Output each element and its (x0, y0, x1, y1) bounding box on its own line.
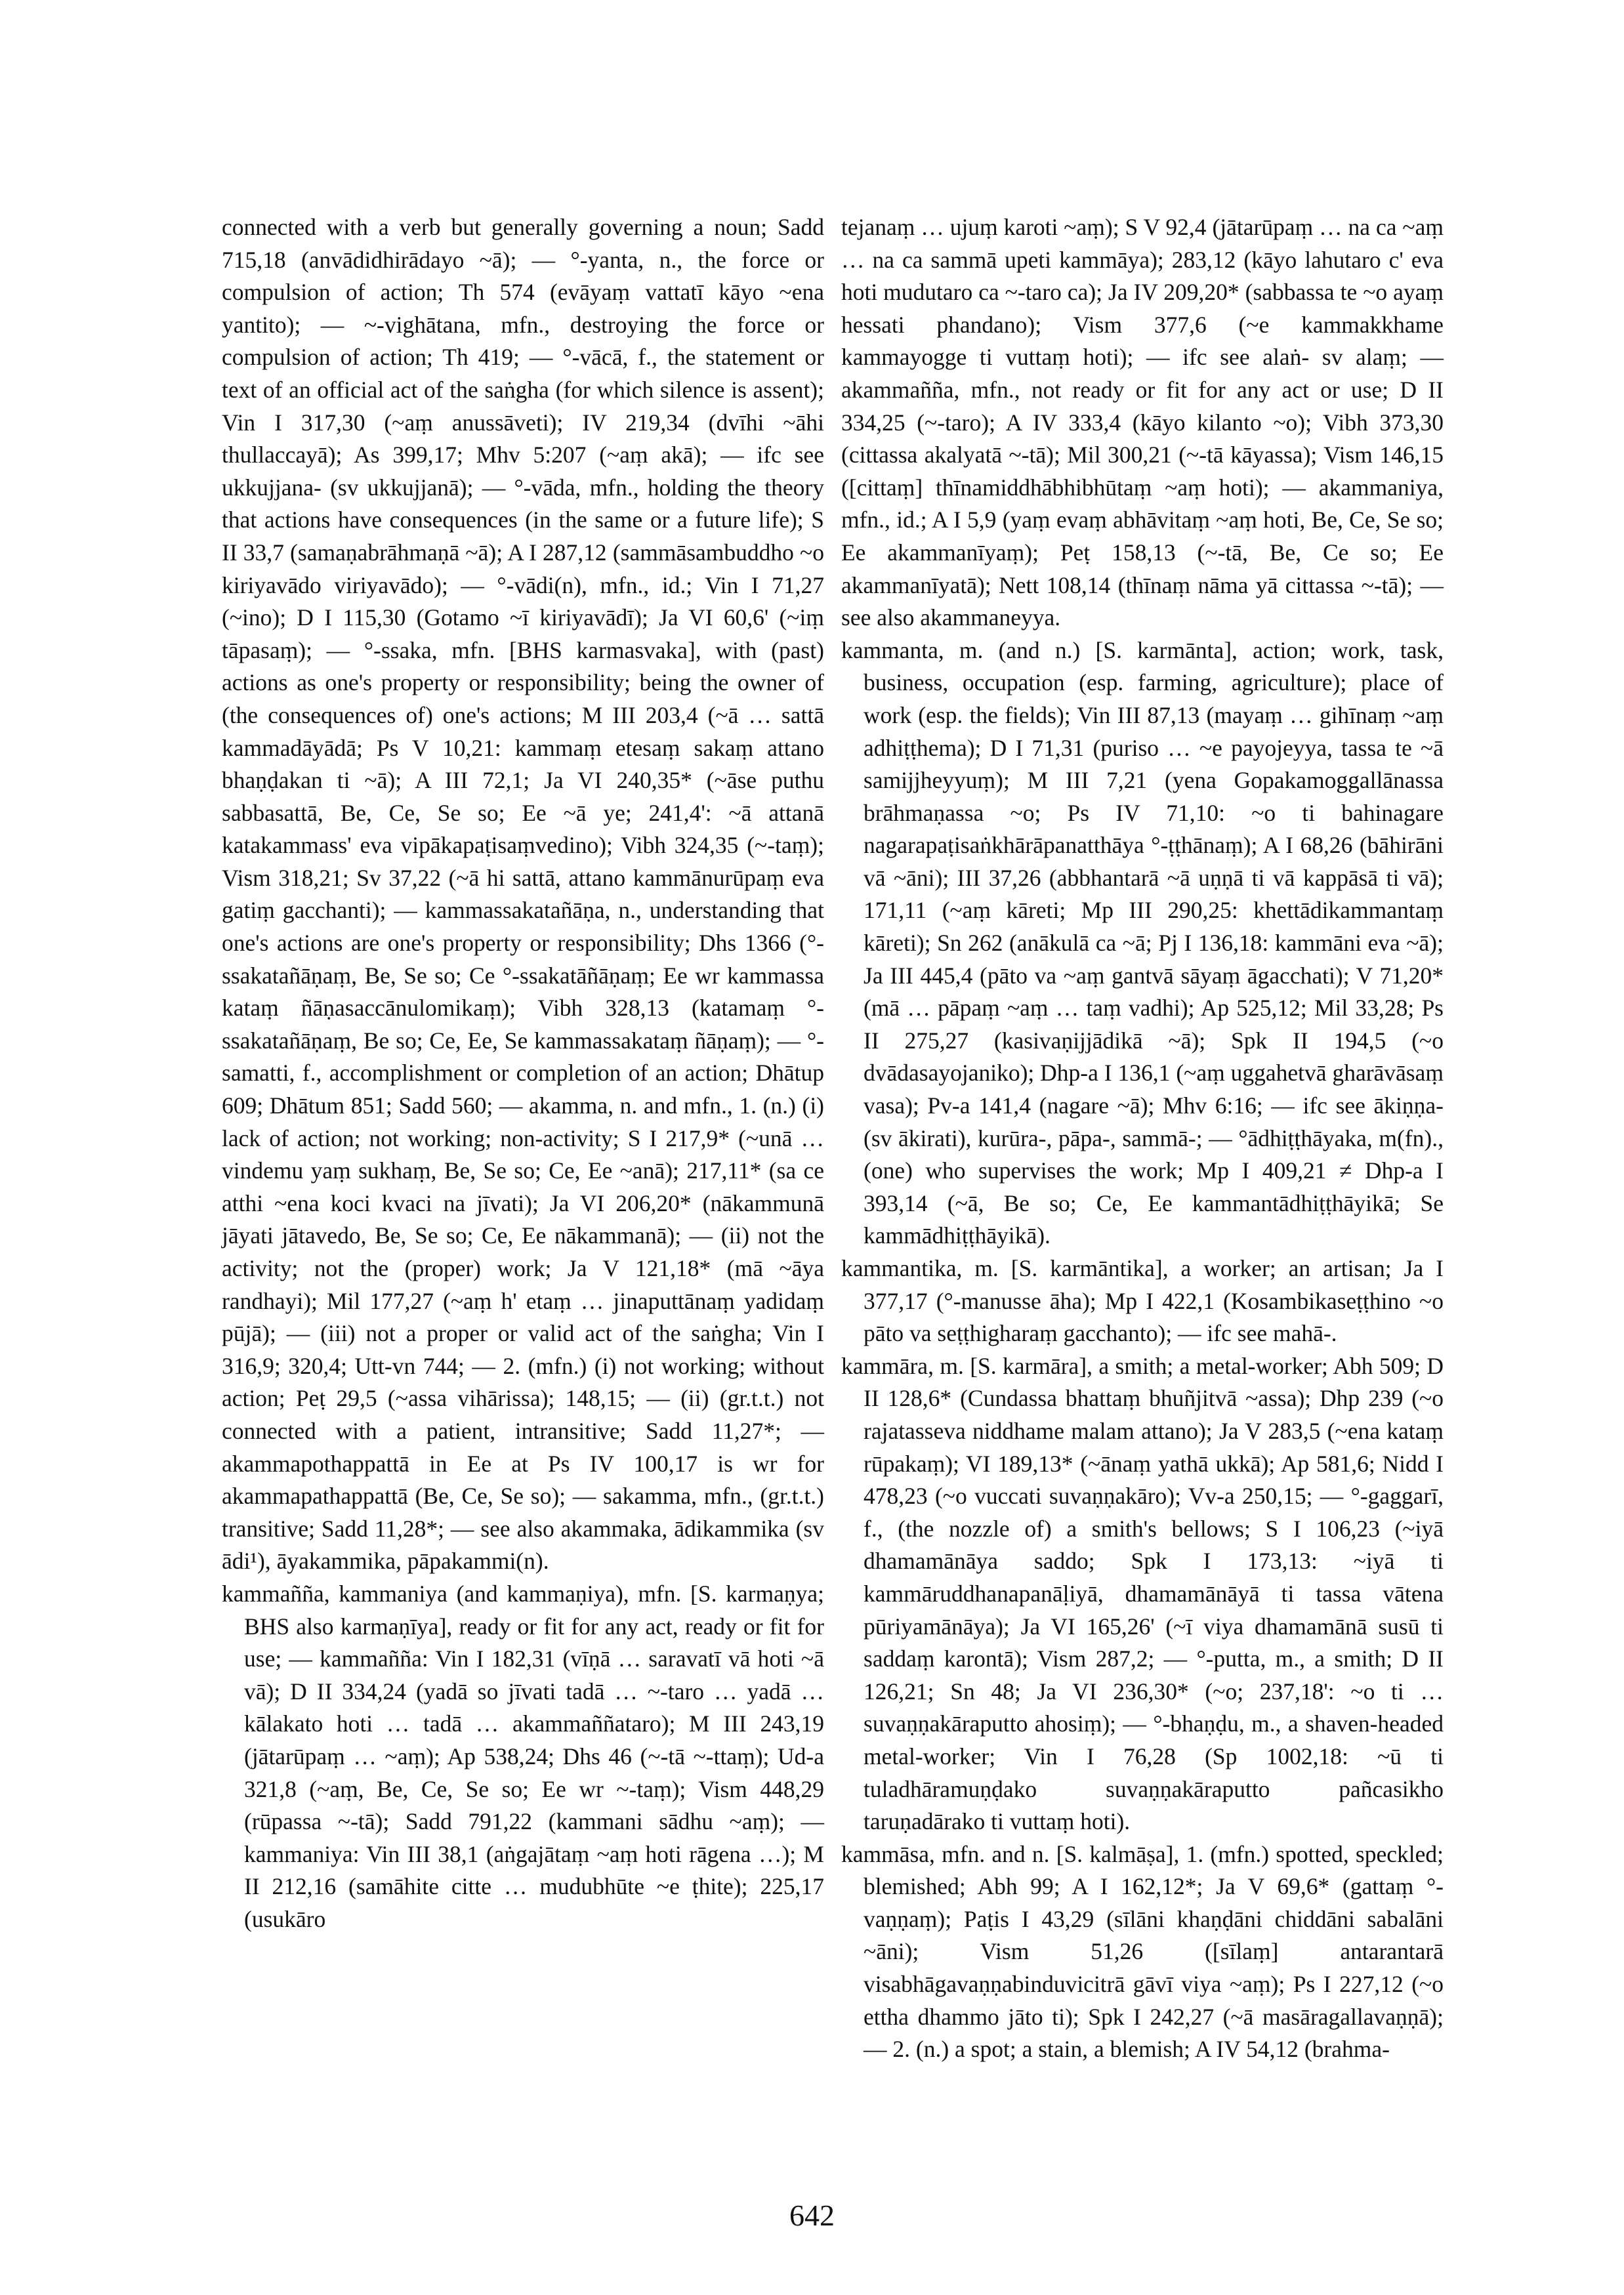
entry-continuation: connected with a verb but generally governing a noun; Sadd 715,18 (anvādidhirādayo ~ā); — °-yanta, n., the force or compulsion of action; Th 574 (evāyaṃ vattatī kāyo ~ena yantito); — ~-vighātana, mfn., destroying the force or compulsion of action; Th 419; — °-vācā, f., the statement or text of an official act of the saṅgha (for which silence is assent); Vin I 317,30 (~aṃ anussāveti); IV 219,34 (dvīhi ~āhi thullaccayā); As 399,17; Mhv 5:207 (~aṃ akā); — ifc see ukkujjana- (sv ukkujjanā); — °-vāda, mfn., holding the theory that actions have consequences (in the same or a future life); S II 33,7 (samaṇabrāhmaṇā ~ā); A I 287,12 (sammāsambuddho ~o kiriyavādo viriyavādo); — °-vādi(n), mfn., id.; Vin I 71,27 (~ino); D I 115,30 (Gotamo ~ī kiriyavādī); Ja VI 60,6' (~iṃ tāpasaṃ); — °-ssaka, mfn. [BHS karmasvaka], with (past) actions as one's property or responsibility; being the owner of (the consequences of) one's actions; M III 203,4 (~ā … sattā kammadāyādā; Ps V 10,21: kammaṃ etesaṃ sakaṃ attano bhaṇḍakan ti ~ā); A III 72,1; Ja VI 240,35* (~āse puthu sabbasattā, Be, Ce, Se so; Ee ~ā ye; 241,4': ~ā attanā katakammass' eva vipākapaṭisaṃvedino); Vibh 324,35 (~-taṃ); Vism 318,21; Sv 37,22 (~ā hi sattā, attano kammānurūpaṃ eva gatiṃ gacchanti); — kammassakatañāṇa, n., understanding that one's actions are one's property or responsibility; Dhs 1366 (°-ssakatañāṇaṃ, Be, Se so; Ce °-ssakatāñāṇaṃ; Ee wr kammassa kataṃ ñāṇasaccānulomikaṃ); Vibh 328,13 (katamaṃ °-ssakatañāṇaṃ, Be so; Ce, Ee, Se kammassakataṃ ñāṇaṃ); — °-samatti, f., accomplishment or completion of an action; Dhātup 609; Dhātum 851; Sadd 560; — akamma, n. and mfn., 1. (n.) (i) lack of action; not working; non-activity; S I 217,9* (~unā … vindemu yaṃ sukhaṃ, Be, Se so; Ce, Ee ~anā); 217,11* (sa ce atthi ~ena koci kvaci na jīvati); Ja VI 206,20* (nākammunā jāyati jātavedo, Be, Se so; Ce, Ee nākammanā); — (ii) not the activity; not the (proper) work; Ja V 121,18* (mā ~āya randhayi); Mil 177,27 (~aṃ h' etaṃ … jinaputtānaṃ yadidaṃ pūjā); — (iii) not a proper or valid act of the saṅgha; Vin I 316,9; 320,4; Utt-vn 744; — 2. (mfn.) (i) not working; without action; Peṭ 29,5 (~assa vihārissa); 148,15; — (ii) (gr.t.t.) not connected with a patient, intransitive; Sadd 11,27*; — akammapothappattā in Ee at Ps IV 100,17 is wr for akammapathappattā (Be, Ce, Se so); — sakamma, mfn., (gr.t.t.) transitive; Sadd 11,28*; — see also akammaka, ādikammika (sv ādi¹), āyakammika, pāpakammi(n). (222, 214, 824, 1575)
right-column (841, 211, 1444, 2066)
entry-continuation: tejanaṃ … ujuṃ karoti ~aṃ); S V 92,4 (jātarūpaṃ … na ca ~aṃ … na ca sammā upeti kammāya); 283,12 (kāyo lahutaro c' eva hoti mudutaro ca ~-taro ca); Ja IV 209,20* (sabbassa te ~o ayaṃ hessati phandano); Vism 377,6 (~e kammakkhame kammayogge ti vuttaṃ hoti); — ifc see alaṅ- sv alaṃ; — akammañña, mfn., not ready or fit for any act or use; D II 334,25 (~-taro); A IV 333,4 (kāyo kilanto ~o); Vibh 373,30 (cittassa akalyatā ~-tā); Mil 300,21 (~-tā kāyassa); Vism 146,15 ([cittaṃ] thīnamiddhābhibhūtaṃ ~aṃ hoti); — akammaniya, mfn., id.; A I 5,9 (yaṃ evaṃ abhāvitaṃ ~aṃ hoti, Be, Ce, Se so; Ee akammanīyaṃ); Peṭ 158,13 (~-tā, Be, Ce so; Ee akammanīyatā); Nett 108,14 (thīnaṃ nāma yā cittassa ~-tā); — see also akammaneyya. (841, 214, 1444, 631)
dictionary-entry: kammāsa, mfn. and n. [S. kalmāṣa], 1. (mfn.) spotted, speckled; blemished; Abh 99; A I 162,12*; Ja V 69,6* (gattaṃ °-vaṇṇaṃ); Paṭis I 43,29 (sīlāni khaṇḍāni chiddāni sabalāni ~āni); Vism 51,26 ([sīlaṃ] antarantarā visabhāgavaṇṇabinduvicitrā gāvī viya ~aṃ); Ps I 227,12 (~o ettha dhammo jāto ti); Spk I 242,27 (~ā masāragallavaṇṇā); — 2. (n.) a spot; a stain, a blemish; A IV 54,12 (brahma- (841, 1840, 1444, 2063)
left-column (222, 211, 824, 1935)
dictionary-entry: kammantika, m. [S. karmāntika], a worker; an artisan; Ja I 377,17 (°-manusse āha); Mp I 422,1 (Kosambikaseṭṭhino ~o pāto va seṭṭhigharaṃ gacchanto); — ifc see mahā-. (841, 1255, 1444, 1347)
dictionary-entry: kammanta, m. (and n.) [S. karmānta], action; work, task, business, occupation (esp. farming, agriculture); place of work (esp. the fields); Vin III 87,13 (mayaṃ … gihīnaṃ ~aṃ adhiṭṭhema); D I 71,31 (puriso … ~e payojeyya, tassa te ~ā samijjheyyuṃ); M III 7,21 (yena Gopakamoggallānassa brāhmaṇassa ~o; Ps IV 71,10: ~o ti bahinagare nagarapaṭisaṅkhārāpanatthāya °-ṭṭhānaṃ); A I 68,26 (bāhirāni vā ~āni); III 37,26 (abbhantarā ~ā uṇṇā ti vā kappāsā ti vā); 171,11 (~aṃ kāreti; Mp III 290,25: khettādikammantaṃ kāreti); Sn 262 (anākulā ca ~ā; Pj I 136,18: kammāni eva ~ā); Ja III 445,4 (pāto va ~aṃ gantvā sāyaṃ āgacchati); V 71,20* (mā … pāpaṃ ~aṃ … taṃ vadhi); Ap 525,12; Mil 33,28; Ps II 275,27 (kasivaṇijjādikā ~ā); Spk II 194,5 (~o dvādasayojaniko); Dhp-a I 136,1 (~aṃ uggahetvā gharāvāsaṃ vasa); Pv-a 141,4 (nagare ~ā); Mhv 6:16; — ifc see ākiṇṇa- (sv ākirati), kurūra-, pāpa-, sammā-; — °ādhiṭṭhāyaka, m(fn)., (one) who supervises the work; Mp I 409,21 ≠ Dhp-a I 393,14 (~ā, Be so; Ce, Ee kammantādhiṭṭhāyikā; Se kammādhiṭṭhāyikā). (841, 636, 1444, 1249)
dictionary-entry: kammañña, kammaniya (and kammaṇiya), mfn. [S. karmaṇya; BHS also karmaṇīya], ready or fit for any act, ready or fit for use; — kammañña: Vin I 182,31 (vīṇā … saravatī vā hoti ~ā vā); D II 334,24 (yadā so jīvati tadā … ~-taro … yadā … kālakato hoti … tadā … akammaññataro); M III 243,19 (jātarūpaṃ … ~aṃ); Ap 538,24; Dhs 46 (~-tā ~-ttaṃ); Ud-a 321,8 (~aṃ, Be, Ce, Se so; Ee wr ~-taṃ); Vism 448,29 (rūpassa ~-tā); Sadd 791,22 (kammani sādhu ~aṃ); — kammaniya: Vin III 38,1 (aṅgajātaṃ ~aṃ hoti rāgena …); M II 212,16 (samāhite citte … mudubhūte ~e ṭhite); 225,17 (usukāro (222, 1580, 824, 1932)
page-number: 642 (789, 2199, 835, 2232)
dictionary-entry: kammāra, m. [S. karmāra], a smith; a metal-worker; Abh 509; D II 128,6* (Cundassa bhattaṃ bhuñjitvā ~assa); Dhp 239 (~o rajatasseva niddhame malam attano); Ja V 283,5 (~ena kataṃ rūpakaṃ); VI 189,13* (~ānaṃ yathā ukkā); Ap 581,6; Nidd I 478,23 (~o vuccati suvaṇṇakāro); Vv-a 250,15; — °-gaggarī, f., (the nozzle of) a smith's bellows; S I 106,23 (~iyā dhamamānāya saddo; Spk I 173,13: ~iyā ti kammāruddhanapanāḷiyā, dhamamānāyā ti tassa vātena pūriyamānāya); Ja VI 165,26' (~ī viya dhamamānā susū ti saddaṃ karontā); Vism 287,2; — °-putta, m., a smith; D II 126,21; Sn 48; Ja VI 236,30* (~o; 237,18': ~o ti … suvaṇṇakāraputto ahosiṃ); — °-bhaṇḍu, m., a shaven-headed metal-worker; Vin I 76,28 (Sp 1002,18: ~ū ti tuladhāramuṇḍako suvaṇṇakāraputto pañcasikho taruṇadārako ti vuttaṃ hoti). (841, 1352, 1444, 1835)
